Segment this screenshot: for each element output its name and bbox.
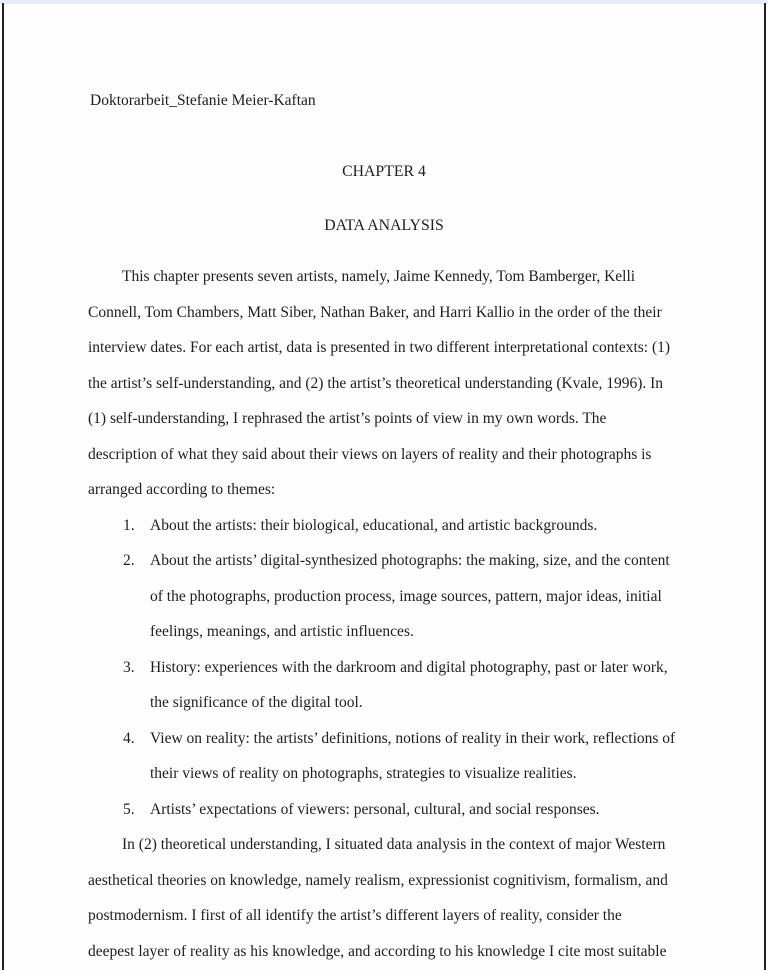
closing-paragraph <box>88 827 736 969</box>
chapter-title: DATA ANALYSIS <box>324 217 444 234</box>
text-line: postmodernism. I first of all identify the artist’s different layers of reality, consider the <box>88 907 622 924</box>
list-item-number: 4. <box>123 729 135 747</box>
text-line: the significance of the digital tool. <box>150 694 363 711</box>
text-line: interview dates. For each artist, data is presented in two different interpretational contexts: (1) <box>88 339 671 356</box>
text-line: of the photographs, production process, image sources, pattern, major ideas, initial <box>150 587 662 605</box>
text-line: About the artists’ digital-synthesized photographs: the making, size, and the content <box>150 552 670 569</box>
list-item-3 <box>88 650 736 721</box>
text-line: Artists’ expectations of viewers: personal, cultural, and social responses. <box>150 800 600 818</box>
document-body <box>88 259 736 969</box>
text-line: their views of reality on photographs, strategies to visualize realities. <box>150 765 577 782</box>
opening-paragraph <box>88 259 736 508</box>
list-item-number: 1. <box>123 516 135 534</box>
list-item-number: 5. <box>123 800 135 818</box>
text-line: arranged according to themes: <box>88 481 276 498</box>
running-header: Doktorarbeit_Stefanie Meier-Kaftan <box>90 92 316 109</box>
text-line: View on reality: the artists’ definitions, notions of reality in their work, reflections of <box>150 729 676 747</box>
text-line: the artist’s self-understanding, and (2) the artist’s theoretical understanding (Kvale, 1996). In <box>88 374 664 392</box>
text-line: Connell, Tom Chambers, Matt Siber, Nathan Baker, and Harri Kallio in the order of the their <box>88 303 662 321</box>
text-line: In (2) theoretical understanding, I situated data analysis in the context of major Western <box>122 836 666 853</box>
text-line: (1) self-understanding, I rephrased the artist’s points of view in my own words. The <box>88 410 607 427</box>
list-item-number: 3. <box>123 658 135 676</box>
list-item-2 <box>88 543 736 650</box>
page-left-border <box>2 3 4 970</box>
text-line: feelings, meanings, and artistic influences. <box>150 623 414 640</box>
text-line: History: experiences with the darkroom and digital photography, past or later work, <box>150 658 668 676</box>
page-right-border <box>764 3 766 970</box>
text-line: aesthetical theories on knowledge, namely realism, expressionist cognitivism, formalism, and <box>88 871 668 889</box>
themes-list <box>88 508 736 828</box>
text-line: description of what they said about their views on layers of reality and their photographs is <box>88 445 652 463</box>
chapter-heading: CHAPTER 4 <box>342 163 426 180</box>
list-item-number: 2. <box>123 552 135 569</box>
text-line: deepest layer of reality as his knowledge, and according to his knowledge I cite most suitable <box>88 942 667 960</box>
text-line: About the artists: their biological, educational, and artistic backgrounds. <box>150 516 598 534</box>
list-item-4 <box>88 721 736 792</box>
top-strip <box>0 0 768 4</box>
list-item-1 <box>88 508 736 544</box>
text-line: This chapter presents seven artists, namely, Jaime Kennedy, Tom Bamberger, Kelli <box>122 268 636 285</box>
list-item-5 <box>88 792 736 828</box>
